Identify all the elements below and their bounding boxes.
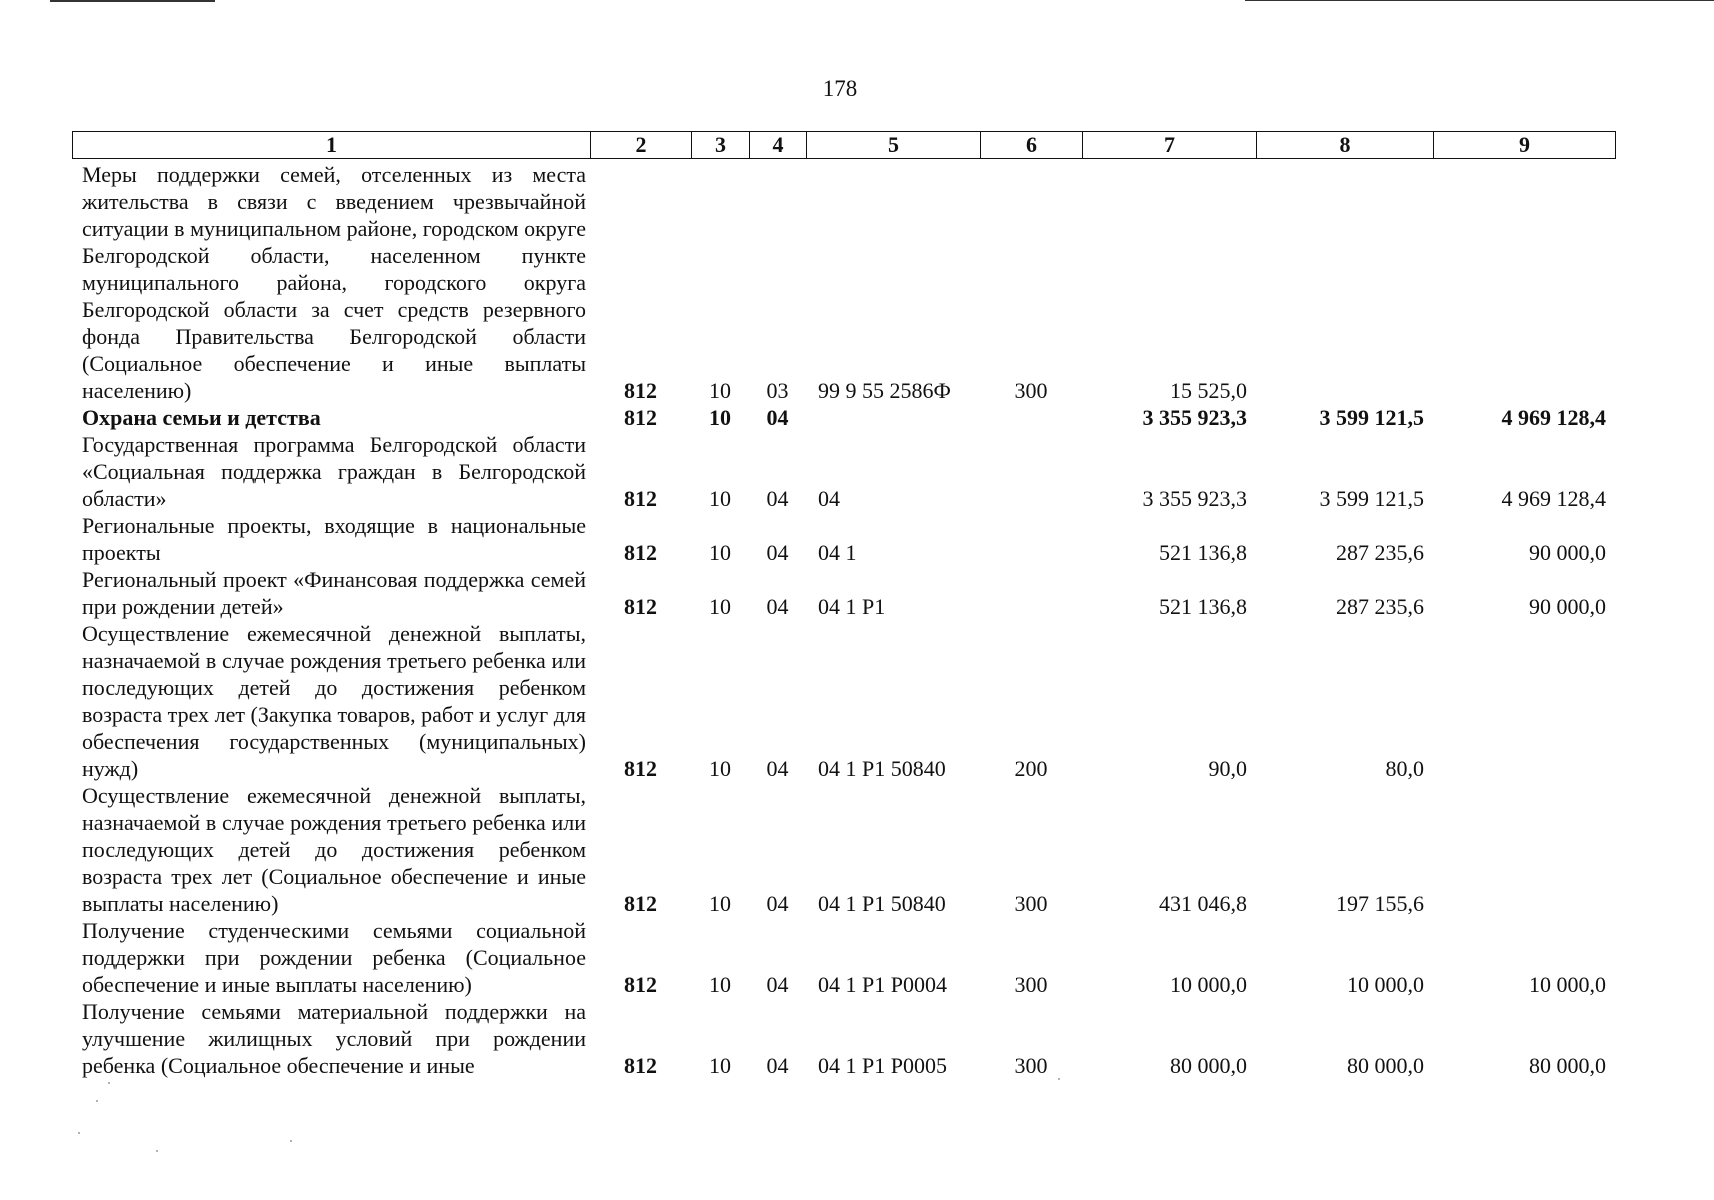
expense-type-code: 300	[1014, 378, 1048, 403]
amount-year-2: 80,0	[1385, 756, 1424, 781]
budget-table	[72, 161, 1615, 1079]
amount-year-1: 15 525,0	[1170, 378, 1247, 403]
amount-year-2: 287 235,6	[1336, 540, 1424, 565]
section-code: 10	[709, 540, 731, 565]
item-name: Осуществление ежемесячной денежной выплаты, назначаемой в случае рождения третьего ребенка или последующих детей до достижения ребенком возраста трех лет (Социальное обеспечение и иные выплаты населению)	[82, 783, 586, 916]
expense-type-code	[980, 512, 1082, 566]
subsection-code: 04	[766, 405, 789, 430]
item-name: Осуществление ежемесячной денежной выплаты, назначаемой в случае рождения третьего ребенка или последующих детей до достижения ребенком возраста трех лет (Закупка товаров, работ и услуг для обеспечения государственных (муниципальных) нужд)	[82, 621, 586, 781]
table-header	[72, 131, 1616, 159]
amount-year-1: 521 136,8	[1159, 540, 1247, 565]
amount-year-1: 521 136,8	[1159, 594, 1247, 619]
scan-speck	[156, 1150, 158, 1152]
expense-type-code	[980, 431, 1082, 512]
amount-year-3: 4 969 128,4	[1501, 405, 1606, 430]
table-body	[72, 161, 1615, 1079]
scan-edge-line-right	[1245, 0, 1714, 1]
subsection-code: 04	[766, 1053, 789, 1078]
target-article-code: 04 1 Р1 Р0005	[818, 1053, 947, 1078]
table-row	[72, 566, 1615, 620]
subsection-code: 04	[766, 756, 789, 781]
subsection-code: 04	[766, 972, 789, 997]
subsection-code: 04	[766, 594, 789, 619]
scan-edge-line-left	[50, 0, 215, 2]
amount-year-3: 90 000,0	[1529, 594, 1606, 619]
target-article-code: 04 1	[818, 540, 857, 565]
amount-year-3	[1433, 782, 1615, 917]
amount-year-2	[1256, 161, 1433, 404]
section-code: 10	[709, 1053, 731, 1078]
table-row	[72, 161, 1615, 404]
table-row	[72, 998, 1615, 1079]
ministry-code: 812	[624, 756, 657, 781]
amount-year-2: 3 599 121,5	[1319, 405, 1424, 430]
column-header-9: 9	[1434, 132, 1616, 159]
expense-type-code: 300	[1014, 891, 1048, 916]
column-header-4: 4	[750, 132, 807, 159]
ministry-code: 812	[624, 486, 657, 511]
amount-year-3: 10 000,0	[1529, 972, 1606, 997]
scan-speck	[78, 1132, 80, 1134]
scan-speck	[1058, 1078, 1060, 1080]
target-article-code: 99 9 55 2586Ф	[818, 378, 951, 403]
amount-year-1: 80 000,0	[1170, 1053, 1247, 1078]
subsection-code: 04	[766, 540, 789, 565]
section-code: 10	[709, 891, 731, 916]
column-header-3: 3	[692, 132, 750, 159]
amount-year-3	[1433, 620, 1615, 782]
ministry-code: 812	[624, 405, 657, 430]
item-name: Меры поддержки семей, отселенных из места жительства в связи с введением чрезвычайной ситуации в муниципальном районе, городском округе Белгородской области, населенном пункте муниципального района, городского округа Белгородской области за счет средств резервного фонда Правительства Белгородской области (Социальное обеспечение и иные выплаты населению)	[82, 162, 586, 403]
ministry-code: 812	[624, 972, 657, 997]
target-article-code: 04 1 Р1 50840	[818, 891, 946, 916]
item-name: Получение семьями материальной поддержки на улучшение жилищных условий при рождении ребенка (Социальное обеспечение и иные	[82, 999, 586, 1078]
table-row	[72, 782, 1615, 917]
amount-year-3: 80 000,0	[1529, 1053, 1606, 1078]
amount-year-3: 4 969 128,4	[1501, 486, 1606, 511]
item-name: Региональный проект «Финансовая поддержка семей при рождении детей»	[82, 567, 586, 619]
amount-year-1: 3 355 923,3	[1142, 405, 1247, 430]
amount-year-1: 431 046,8	[1159, 891, 1247, 916]
column-header-2: 2	[591, 132, 692, 159]
expense-type-code: 300	[1014, 1053, 1048, 1078]
amount-year-1: 3 355 923,3	[1142, 486, 1247, 511]
table-row	[72, 620, 1615, 782]
amount-year-2: 80 000,0	[1347, 1053, 1424, 1078]
ministry-code: 812	[624, 378, 657, 403]
subsection-code: 04	[766, 891, 789, 916]
target-article-code: 04	[818, 486, 840, 511]
item-name: Государственная программа Белгородской области «Социальная поддержка граждан в Белгородской области»	[82, 432, 586, 511]
target-article-code	[806, 404, 980, 431]
section-code: 10	[709, 486, 731, 511]
section-code: 10	[709, 378, 731, 403]
amount-year-1: 10 000,0	[1170, 972, 1247, 997]
table-row	[72, 917, 1615, 998]
expense-type-code	[980, 404, 1082, 431]
table-row	[72, 431, 1615, 512]
target-article-code: 04 1 Р1 50840	[818, 756, 946, 781]
table-row	[72, 404, 1615, 431]
section-code: 10	[709, 972, 731, 997]
expense-type-code	[980, 566, 1082, 620]
amount-year-2: 197 155,6	[1336, 891, 1424, 916]
ministry-code: 812	[624, 594, 657, 619]
amount-year-3: 90 000,0	[1529, 540, 1606, 565]
expense-type-code: 200	[1014, 756, 1048, 781]
section-code: 10	[709, 756, 731, 781]
column-header-7: 7	[1083, 132, 1257, 159]
subsection-code: 03	[766, 378, 789, 403]
column-header-8: 8	[1257, 132, 1434, 159]
target-article-code: 04 1 Р1	[818, 594, 886, 619]
column-header-1: 1	[73, 132, 591, 159]
ministry-code: 812	[624, 891, 657, 916]
table-row	[72, 512, 1615, 566]
item-name: Региональные проекты, входящие в национальные проекты	[82, 513, 586, 565]
subsection-code: 04	[766, 486, 789, 511]
item-name: Получение студенческими семьями социальной поддержки при рождении ребенка (Социальное обеспечение и иные выплаты населению)	[82, 918, 586, 997]
column-header-6: 6	[981, 132, 1083, 159]
amount-year-1: 90,0	[1208, 756, 1247, 781]
scan-speck	[108, 1082, 110, 1084]
scan-speck	[96, 1100, 98, 1102]
amount-year-2: 287 235,6	[1336, 594, 1424, 619]
expense-type-code: 300	[1014, 972, 1048, 997]
ministry-code: 812	[624, 540, 657, 565]
ministry-code: 812	[624, 1053, 657, 1078]
scan-speck	[290, 1140, 292, 1142]
page-number: 178	[822, 76, 858, 101]
amount-year-2: 10 000,0	[1347, 972, 1424, 997]
item-name: Охрана семьи и детства	[82, 405, 321, 430]
amount-year-3	[1433, 161, 1615, 404]
section-code: 10	[709, 594, 731, 619]
amount-year-2: 3 599 121,5	[1319, 486, 1424, 511]
target-article-code: 04 1 Р1 Р0004	[818, 972, 947, 997]
section-code: 10	[709, 405, 731, 430]
column-header-5: 5	[807, 132, 981, 159]
header-row	[73, 132, 1616, 159]
